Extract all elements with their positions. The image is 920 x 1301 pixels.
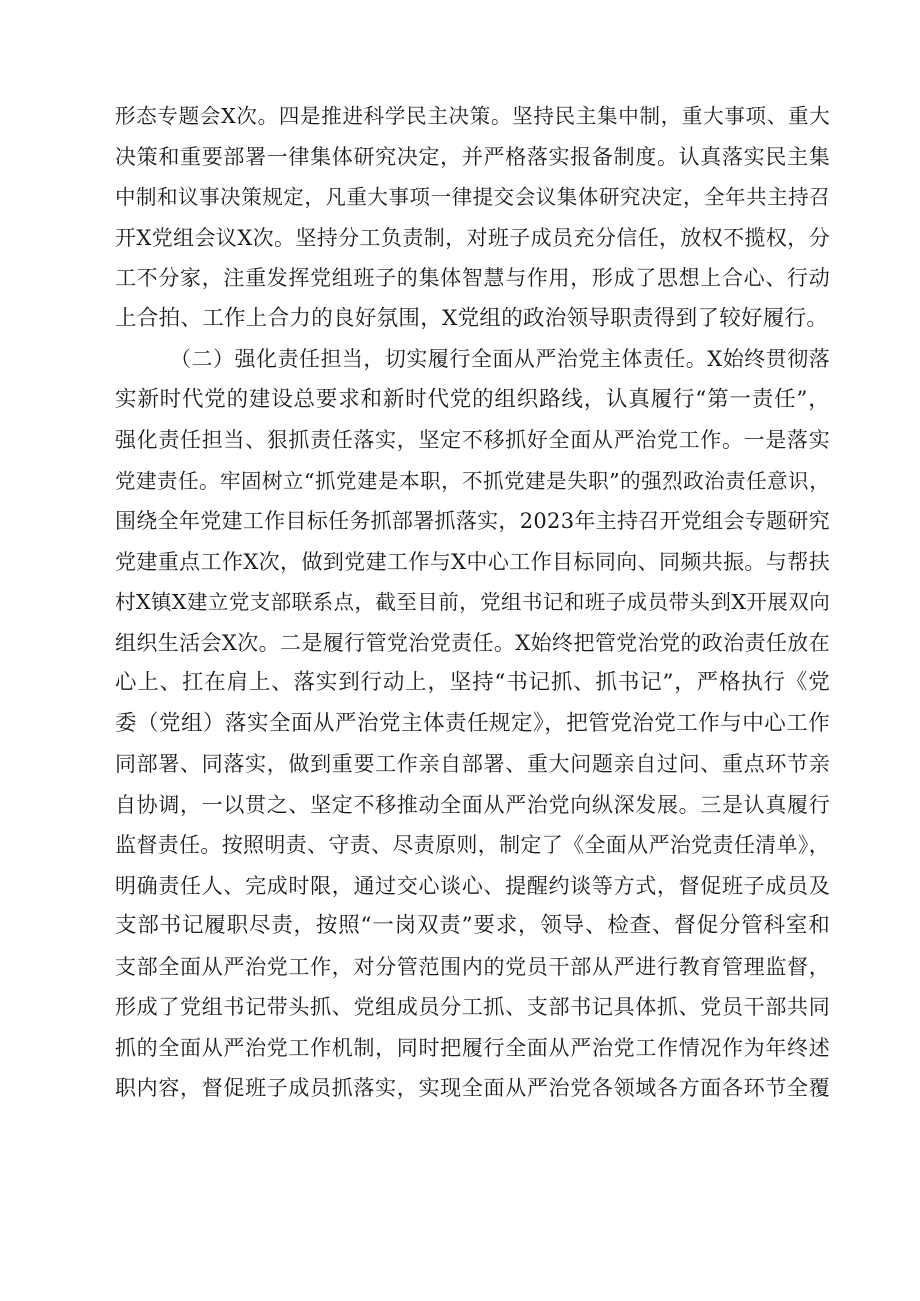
text-line: 自协调，一以贯之、坚定不移推动全面从严治党向纵深发展。三是认真履行 xyxy=(115,792,830,817)
text-line: 职内容，督促班子成员抓落实，实现全面从严治党各领域各方面各环节全覆 xyxy=(115,1076,830,1100)
text-line: 党建重点工作X次，做到党建工作与X中心工作目标同向、同频共振。与帮扶 xyxy=(115,549,830,574)
text-line: 组织生活会X次。二是履行管党治党责任。X始终把管党治党的政治责任放在 xyxy=(115,630,830,655)
body-text xyxy=(115,96,830,1109)
text-line: 心上、扛在肩上、落实到行动上，坚持“书记抓、抓书记”，严格执行《党 xyxy=(115,670,830,695)
text-line: 中制和议事决策规定，凡重大事项一律提交会议集体研究决定，全年共主持召 xyxy=(115,185,830,209)
text-line: 支部书记履职尽责，按照“一岗双责”要求，领导、检查、督促分管科室和 xyxy=(115,913,830,938)
text-line: 抓的全面从严治党工作机制，同时把履行全面从严治党工作情况作为年终述 xyxy=(115,1035,830,1060)
text-line: 工不分家，注重发挥党组班子的集体智慧与作用，形成了思想上合心、行动 xyxy=(115,266,830,290)
text-line: 上合拍、工作上合力的良好氛围，X党组的政治领导职责得到了较好履行。 xyxy=(115,305,829,331)
text-line: 开X党组会议X次。坚持分工负责制，对班子成员充分信任，放权不揽权，分 xyxy=(115,225,830,250)
text-line: 委（党组）落实全面从严治党主体责任规定》，把管党治党工作与中心工作 xyxy=(115,710,830,736)
section-heading-line: （二）强化责任担当，切实履行全面从严治党主体责任。X始终贯彻落 xyxy=(170,347,830,371)
text-line: 支部全面从严治党工作，对分管范围内的党员干部从严进行教育管理监督， xyxy=(115,954,830,979)
text-line: 监督责任。按照明责、守责、尽责原则，制定了《全面从严治党责任清单》， xyxy=(115,833,830,857)
text-line: 同部署、同落实，做到重要工作亲自部署、重大问题亲自过问、重点环节亲 xyxy=(115,752,830,776)
text-line: 围绕全年党建工作目标任务抓部署抓落实，2023年主持召开党组会专题研究 xyxy=(115,509,830,533)
text-line: 决策和重要部署一律集体研究决定，并严格落实报备制度。认真落实民主集 xyxy=(115,144,830,169)
text-line: 村X镇X建立党支部联系点，截至目前，党组书记和班子成员带头到X开展双向 xyxy=(115,590,830,614)
text-line: 形成了党组书记带头抓、党组成员分工抓、支部书记具体抓、党员干部共同 xyxy=(115,995,830,1019)
text-line: 实新时代党的建设总要求和新时代党的组织路线，认真履行“第一责任”， xyxy=(115,386,830,412)
text-line: 明确责任人、完成时限，通过交心谈心、提醒约谈等方式，督促班子成员及 xyxy=(115,873,830,898)
text-line: 形态专题会X次。四是推进科学民主决策。坚持民主集中制，重大事项、重大 xyxy=(115,104,830,128)
text-line: 强化责任担当、狠抓责任落实，坚定不移抓好全面从严治党工作。一是落实 xyxy=(115,428,830,452)
text-line: 党建责任。牢固树立“抓党建是本职，不抓党建是失职”的强烈政治责任意识， xyxy=(115,468,830,493)
